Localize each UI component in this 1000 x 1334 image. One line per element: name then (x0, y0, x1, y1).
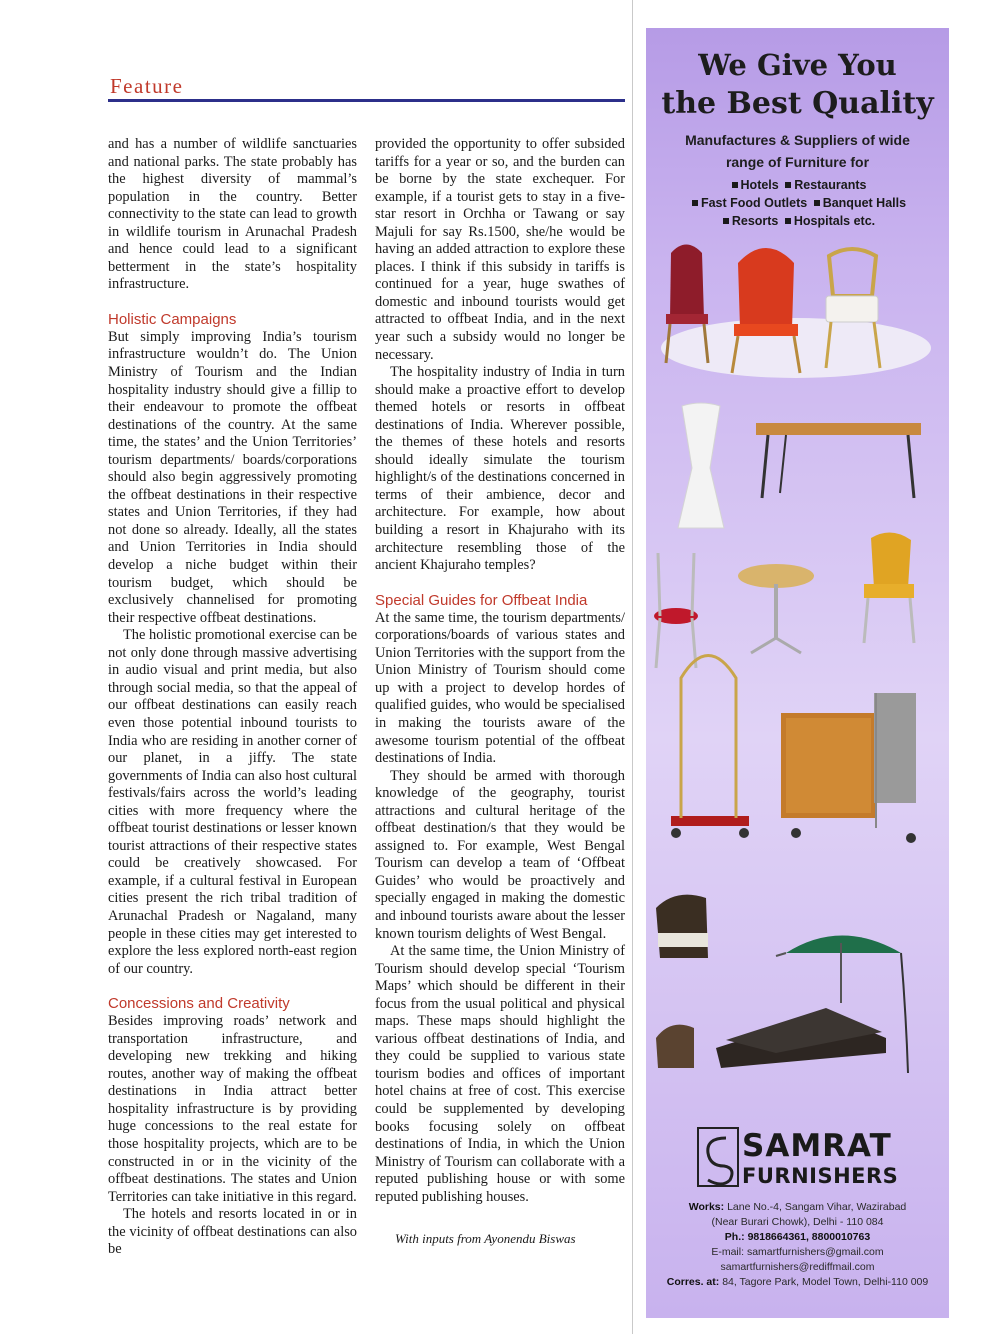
paragraph: They should be armed with thorough knowledge of the geography, tourist attractions and cultural heritage of the offbeat destination/s that they would be assigned to. For example, West Bengal Tourism can develop a team of ‘Offbeat Guides’ who would be proactively and specially engaged in making the domestic and inbound tourists aware about the lesser known tourism delights of West Bengal. (375, 767, 625, 942)
paragraph: and has a number of wildlife sanctuaries and national parks. The state probably has the highest diversity of mammal’s population in the country. Better connectivity to the state can lead to growth in wildlife tourism in Arunachal Pradesh and hence could lead to a significant betterment in the state’s hospitality infrastructure. (108, 136, 357, 293)
ad-email-line: E-mail: samartfurnishers@gmail.com (711, 1246, 884, 1258)
ad-bullet-row: Fast Food Outlets Banquet Halls (646, 196, 949, 210)
paragraph: The hotels and resorts located in or in the vicinity of offbeat destinations can also be (108, 1206, 357, 1258)
paragraph: But simply improving India’s tourism infrastructure wouldn’t do. The Union Ministry of Tourism and the Indian hospitality industry should give a fillip to their endeavour to promote the offbeat destinations of the country. At the same time, the states’ and the Union Territories’ tourism departments/ boards/corporations should also begin aggressively promoting the offbeat destinations in their respective states and Union Territories, if they had not done so already. Ideally, all the states and Union Territories in India should develop a niche budget within their tourism budget, which should be exclusively channelised for promoting their respective offbeat destinations. (108, 328, 357, 626)
ad-subtitle: Manufactures & Suppliers of wide (685, 132, 910, 148)
ad-works-line-2: (Near Burari Chowk), Delhi - 110 084 (711, 1216, 884, 1228)
paragraph: At the same time, the Union Ministry of Tourism should develop special ‘Tourism Maps’ which should be different in their focus from the usual political and physical maps. These maps should highlight the various offbeat destinations of India, and they could be supplied to various state tourism bodies and offices of important hotel chains at free of cost. This exercise could be supplemented by developing books focusing solely on offbeat destinations of India, in which the Union Ministry of Tourism can collaborate with a reputed publishing house or with some reputed publishing houses. (375, 943, 625, 1205)
section-rule (108, 99, 625, 102)
paragraph: The holistic promotional exercise can be not only done through massive advertising in audio visual and print media, but also through social media, so that the appeal of our offbeat destinations can easily reach even those potential inbound tourists to India who are residing in another corner of our planet, in a jiffy. The state governments of India can also host cultural festivals/fairs across the world’s leading cities with more frequency where the offbeat tourist destinations or lesser known tourist attractions of their respective states could be creatively showcased. For example, if a cultural festival in European cities present the rich tribal tradition of Arunachal Pradesh or Nagaland, many people in these cities may get interested to explore the less explored north-east region of our country. (108, 627, 357, 977)
subheading: Concessions and Creativity (108, 995, 290, 1013)
paragraph: provided the opportunity to offer subsided tariffs for a year or so, and the burden can be borne by the state exchequer. For example, if a tourist gets to stay in a five-star resort in Orchha or Tawang or say Majuli for say Rs.1500, she/he would be having an added attraction to explore these places. I think if this subsidy in tariffs is continued for a year, huge swathes of domestic and inbound tourists would get attracted to offbeat India, and in the next year such a subsidy would no longer be necessary. (375, 136, 625, 363)
subheading: Holistic Campaigns (108, 310, 237, 328)
ad-phone-line: Ph.: 9818664361, 8800010763 (724, 1231, 871, 1243)
ad-brand-subtitle: FURNISHERS (742, 1164, 899, 1188)
ad-bullet-row: Hotels Restaurants (646, 178, 949, 192)
paragraph: The hospitality industry of India in turn should make a proactive effort to develop themed hotels or resorts in offbeat destinations of India. Wherever possible, the themes of these hotels and resorts should ideally simulate the tourism highlight/s of the destinations concerned in terms of their ambience, decor and architecture. For example, how about building a resort in Khajuraho with its architecture resembling those of the ancient Khajuraho temples? (375, 364, 625, 574)
section-label: Feature (110, 74, 184, 98)
ad-works-line: Works: Lane No.-4, Sangam Vihar, Wazirabad (688, 1201, 907, 1213)
article-column-1 (108, 136, 357, 1259)
ad-bullet-row: Resorts Hospitals etc. (646, 214, 949, 228)
ad-headline: the Best Quality (661, 86, 934, 121)
article-column-2 (375, 136, 625, 1248)
subheading: Special Guides for Offbeat India (375, 591, 588, 609)
ad-contact (646, 1200, 949, 1290)
advertisement (646, 28, 949, 1318)
column-divider (632, 0, 633, 1334)
author-credit: With inputs from Ayonendu Biswas (395, 1231, 576, 1247)
ad-subtitle: range of Furniture for (725, 154, 870, 170)
ad-corres-line: Corres. at: 84, Tagore Park, Model Town, Delhi-110 009 (666, 1276, 929, 1288)
paragraph: At the same time, the tourism departments/ corporations/boards of various states and Union Territories with the support from the Union Ministry of Tourism should come up with a project to develop hordes of qualified guides, who would be specialised in making the tourists aware of the awesome tourism potential of the offbeat destinations of India. (375, 609, 625, 767)
paragraph: Besides improving roads’ network and transportation infrastructure, and developing new trekking and hiking routes, another way of making the offbeat destinations in India attract better hospitality infrastructure is by providing huge concessions to the real estate for those hospitality projects, which are to be constructed in or in the vicinity of the offbeat destinations. The states and Union Territories can take initiative in this regard. (108, 1013, 357, 1205)
ad-headline: We Give You (698, 48, 897, 82)
furniture-illustration (646, 28, 949, 1318)
ad-brand-name: SAMRAT (742, 1128, 892, 1164)
ad-email-line-2: samartfurnishers@rediffmail.com (720, 1261, 875, 1273)
